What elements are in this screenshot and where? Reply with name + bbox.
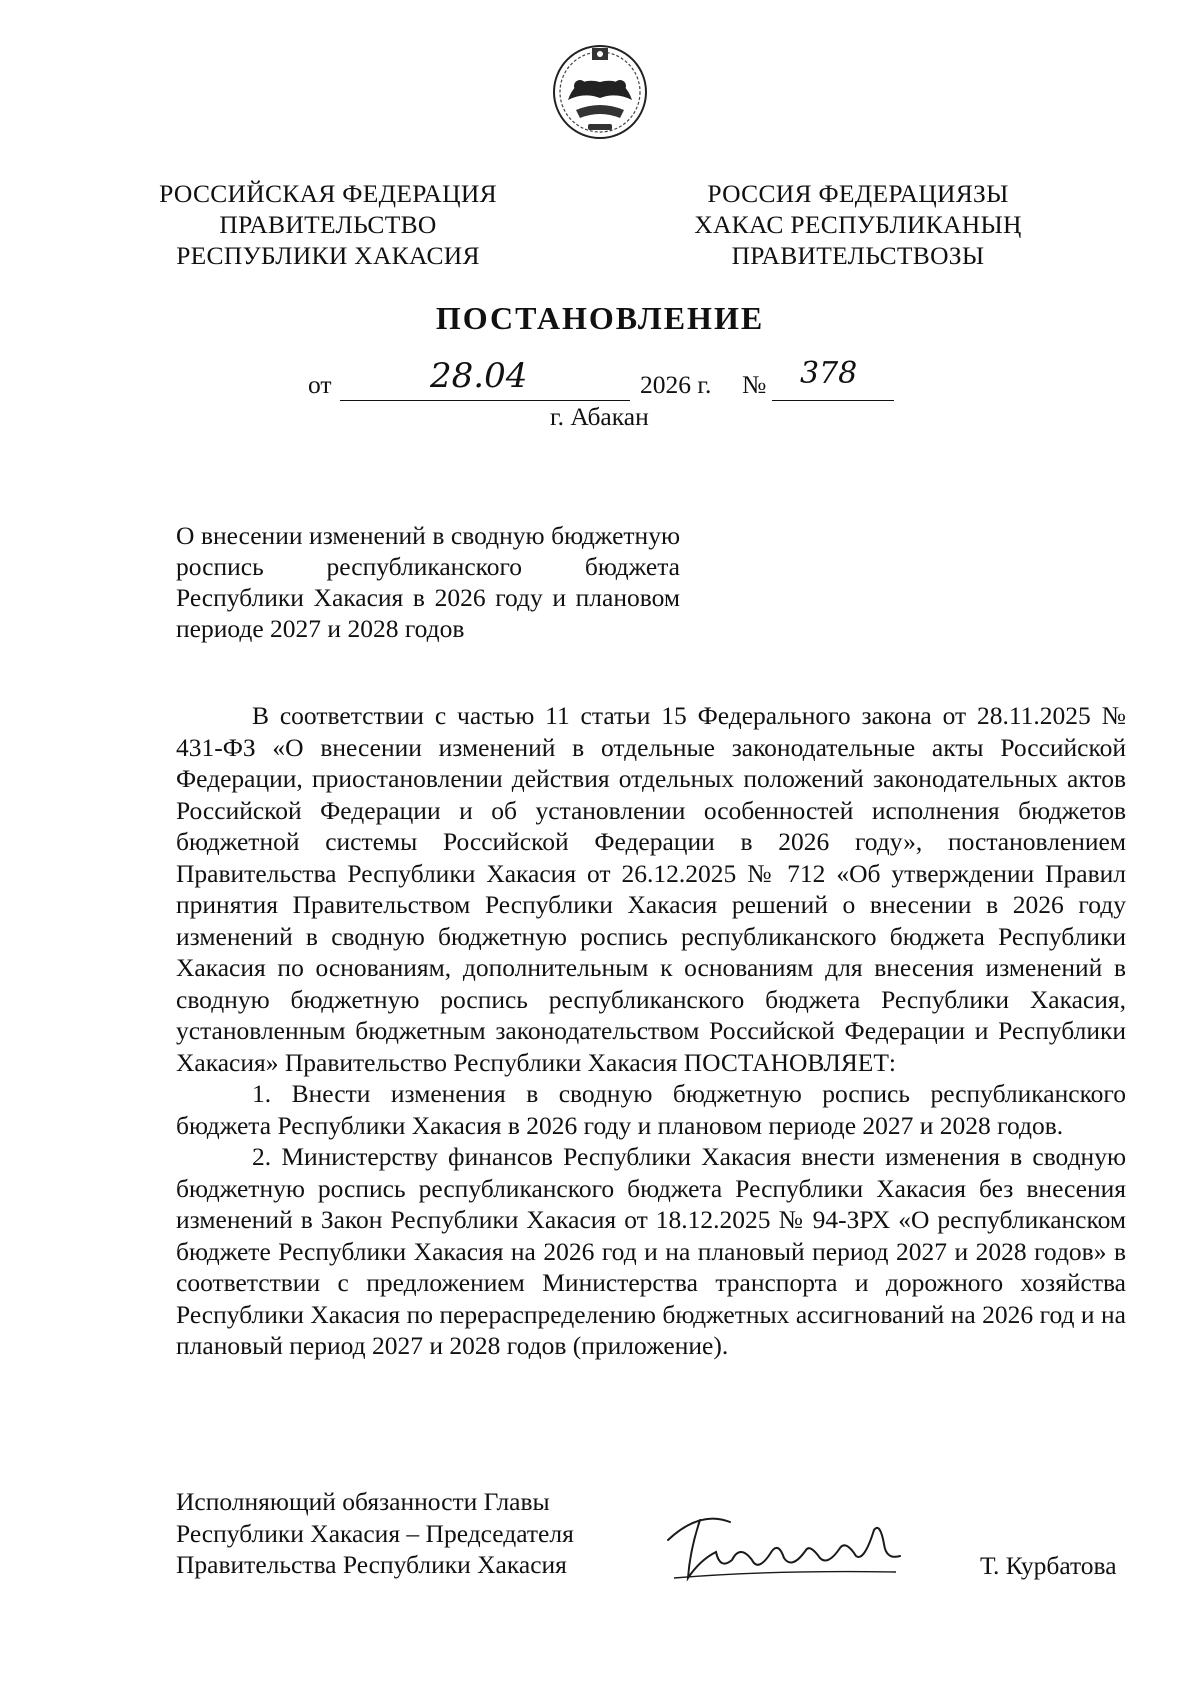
date-year: 2026 г.	[640, 370, 712, 399]
paragraph-item-2: 2. Министерству финансов Республики Хакасия внести изменения в сводную бюджетную роспись республиканского бюджета Республики Хакасия без внесения изменений в Закон Республики Хакасия от 18.12.2025 № 94-ЗРХ «О республиканском бюджете Республики Хакасия на 2026 год и на плановый период 2027 и 2028 годов» в соответствии с предложением Министерства транспорта и дорожного хозяйства Республики Хакасия по перераспределению бюджетных ассигнований на 2026 год и на плановый период 2027 и 2028 годов (приложение).	[176, 1142, 1126, 1360]
header-right-line-2: ХАКАС РЕСПУБЛИКАНЫҢ	[694, 210, 1022, 239]
signature-position-line-2: Республики Хакасия – Председателя	[176, 1518, 574, 1548]
header-left-line-1: РОССИЙСКАЯ ФЕДЕРАЦИЯ	[159, 179, 497, 208]
header-left	[148, 178, 508, 271]
header-left-line-3: РЕСПУБЛИКИ ХАКАСИЯ	[176, 241, 480, 270]
city: г. Абакан	[550, 402, 649, 431]
header-right-line-3: ПРАВИТЕЛЬСТВОЗЫ	[731, 241, 985, 270]
handwritten-date: 28.04	[430, 356, 528, 396]
date-prefix: от	[308, 370, 332, 399]
paragraph-preamble: В соответствии с частью 11 статьи 15 Федерального закона от 28.11.2025 № 431-ФЗ «О внесении изменений в отдельные законодательные акты Российской Федерации, приостановлении действия отдельных положений законодательных актов Российской Федерации и об установлении особенностей исполнения бюджетов бюджетной системы Российской Федерации в 2026 году», постановлением Правительства Республики Хакасия от 26.12.2025 № 712 «Об утверждении Правил принятия Правительством Республики Хакасия решений о внесении в 2026 году изменений в сводную бюджетную роспись республиканского бюджета Республики Хакасия по основаниям, дополнительным к основаниям для внесения изменений в сводную бюджетную роспись республиканского бюджета Республики Хакасия, установленным бюджетным законодательством Российской Федерации и Республики Хакасия» Правительство Республики Хакасия ПОСТАНОВЛЯЕТ:	[176, 701, 1126, 1077]
header-right	[688, 178, 1028, 271]
handwritten-number: 378	[800, 356, 858, 391]
signature-position-line-1: Исполняющий обязанности Главы	[176, 1487, 550, 1516]
paragraph-item-1: 1. Внести изменения в сводную бюджетную роспись республиканского бюджета Республики Хакасия в 2026 году и плановом периоде 2027 и 2028 годов.	[176, 1079, 1126, 1140]
header-left-line-2: ПРАВИТЕЛЬСТВО	[219, 210, 437, 239]
signer-name: Т. Курбатова	[980, 1551, 1117, 1580]
number-underline	[772, 400, 894, 401]
signature-position	[176, 1486, 574, 1581]
date-underline	[340, 400, 630, 401]
handwritten-signature-icon	[660, 1500, 920, 1590]
number-sign: №	[742, 370, 767, 399]
signature-position-line-3: Правительства Республики Хакасия	[176, 1550, 567, 1579]
document-subject: О внесении изменений в сводную бюджетную роспись республиканского бюджета Республики Хакасия в 2026 году и плановом периоде 2027 и 2028 годов	[176, 521, 680, 643]
document-title: ПОСТАНОВЛЕНИЕ	[435, 300, 765, 336]
date-line	[0, 356, 1200, 400]
header-right-line-1: РОССИЯ ФЕДЕРАЦИЯЗЫ	[707, 179, 1009, 208]
document-body	[176, 700, 1126, 1362]
coat-of-arms-icon	[546, 40, 654, 140]
